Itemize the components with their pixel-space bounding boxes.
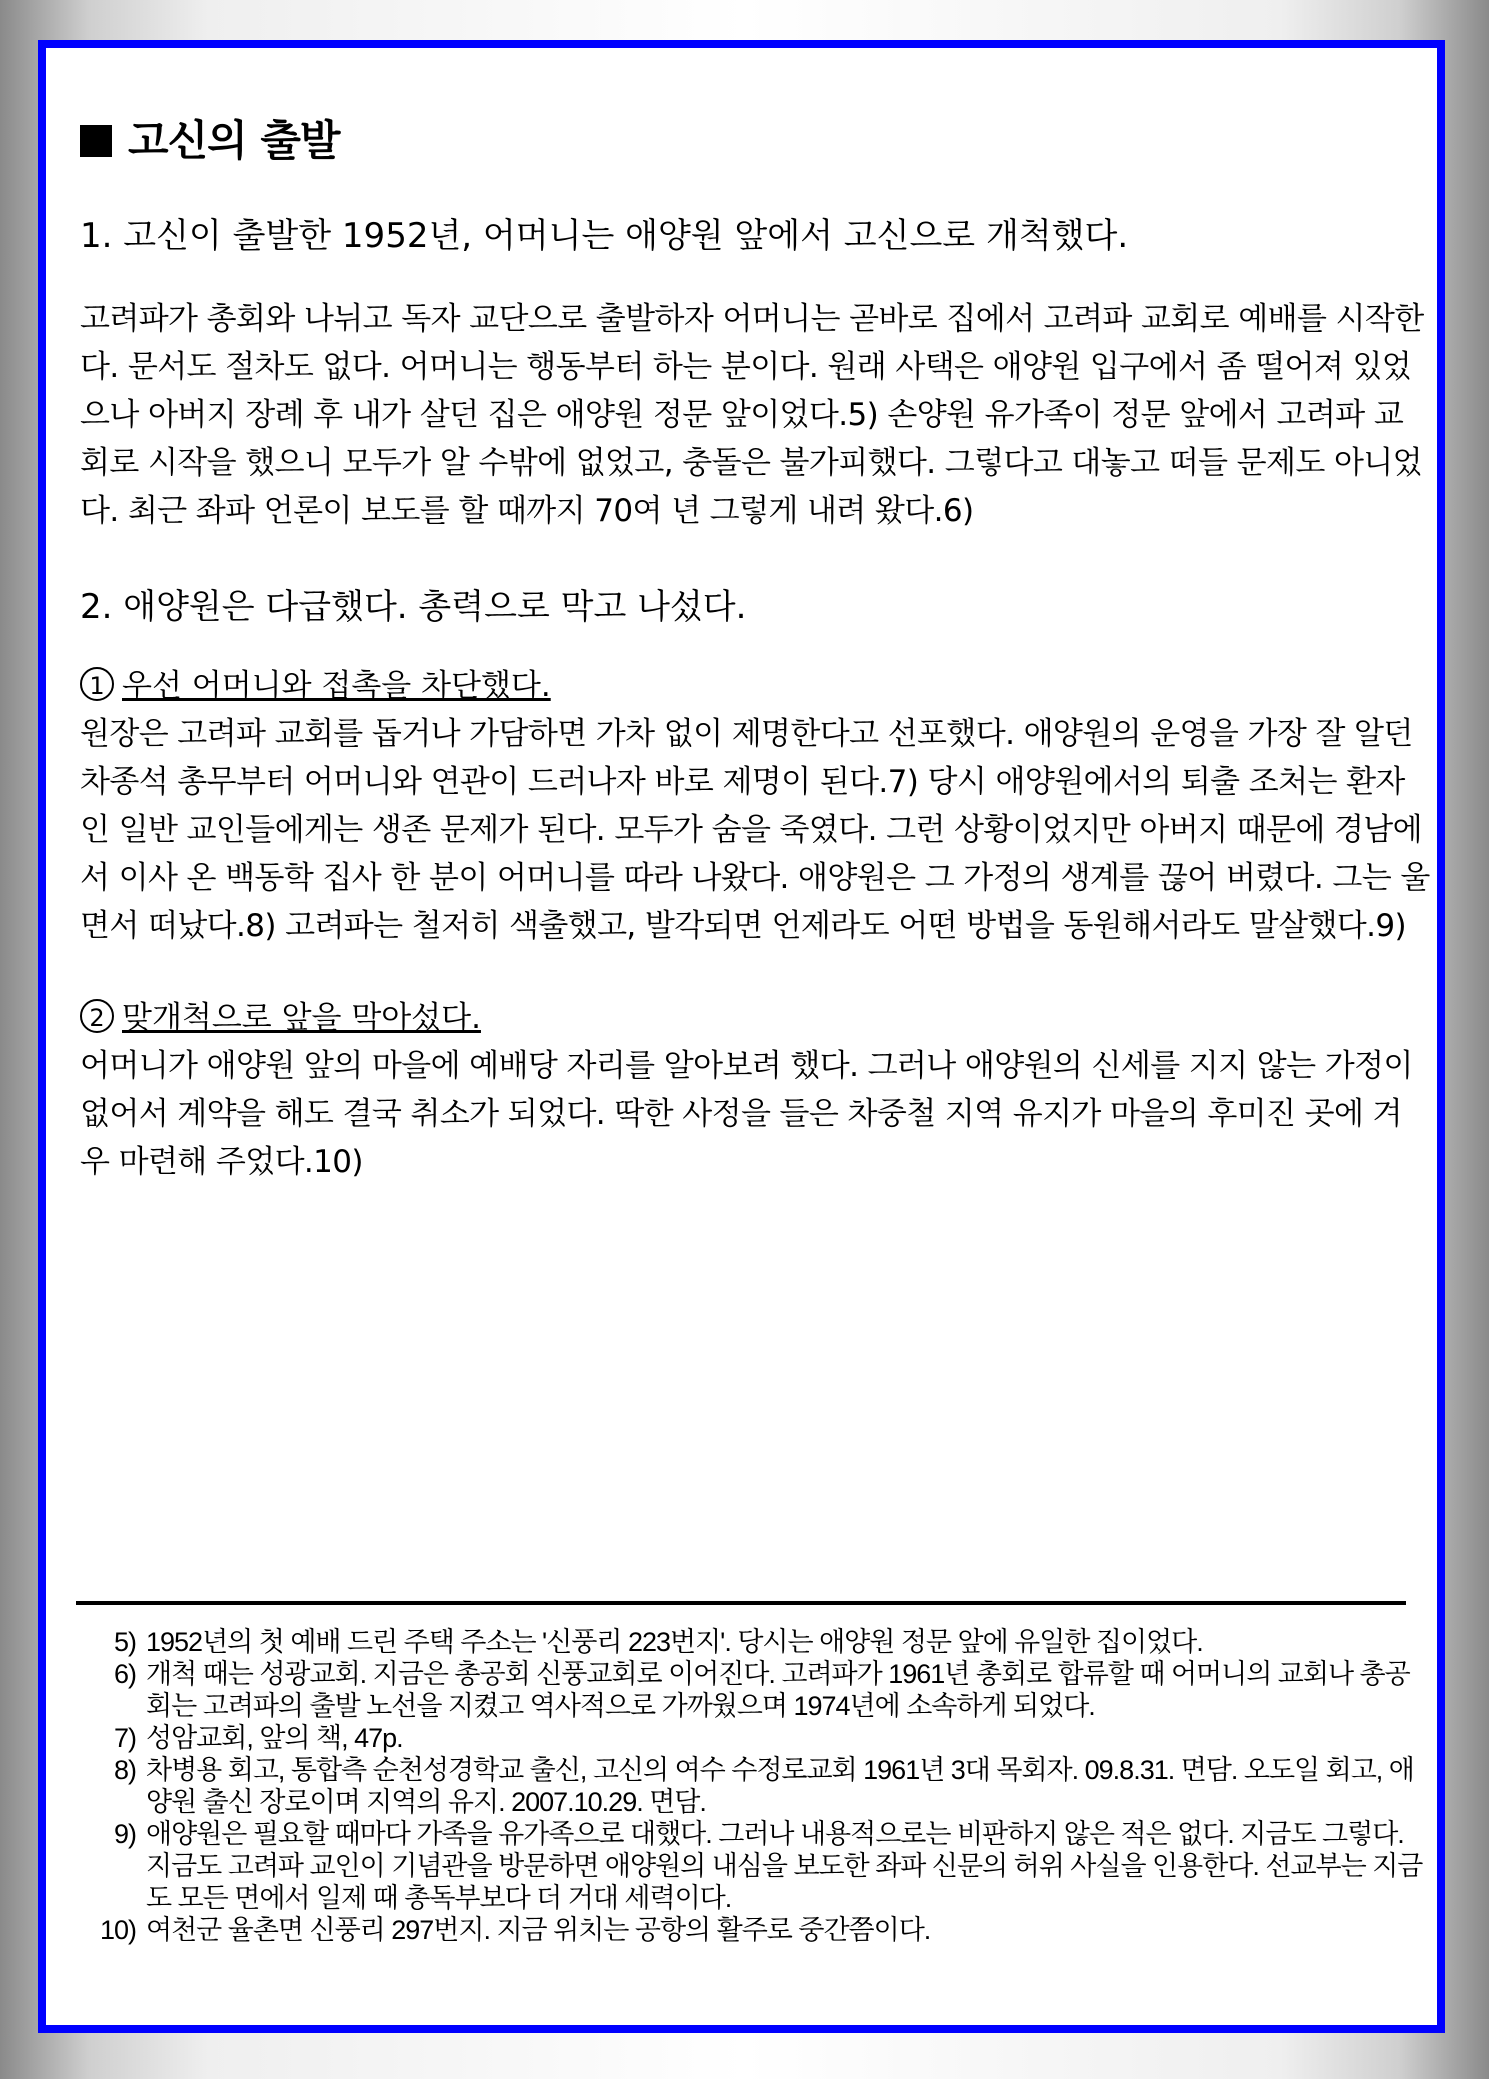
- footnote: [96, 1818, 1426, 1914]
- sub1-body: 원장은 고려파 교회를 돕거나 가담하면 가차 없이 제명한다고 선포했다. 애양원의 운영을 가장 잘 알던 차종석 총무부터 어머니와 연관이 드러나자 바로 제명이 된다.7) 당시 애양원에서의 퇴출 조처는 환자인 일반 교인들에게는 생존 문제가 된다. 모두가 숨을 죽였다. 그런 상황이었지만 아버지 때문에 경남에서 이사 온 백동학 집사 한 분이 어머니를 따라 나왔다. 애양원은 그 가정의 생계를 끊어 버렸다. 그는 울면서 떠났다.8) 고려파는 철저히 색출했고, 발각되면 언제라도 어떤 방법을 동원해서라도 말살했다.9): [80, 716, 1430, 944]
- sub2-body: 어머니가 애양원 앞의 마을에 예배당 자리를 알아보려 했다. 그러나 애양원의 신세를 지지 않는 가정이 없어서 계약을 해도 결국 취소가 되었다. 딱한 사정을 들은 차중철 지역 유지가 마을의 후미진 곳에 겨우 마련해 주었다.10): [80, 1048, 1413, 1180]
- section-title-text: 고신의 출발: [128, 116, 340, 165]
- sub2-title: 맞개척으로 앞을 막아섰다.: [122, 1000, 481, 1036]
- footnote-number: 8): [113, 1755, 136, 1785]
- item1-heading: 1. 고신이 출발한 1952년, 어머니는 애양원 앞에서 고신으로 개척했다.: [80, 216, 1129, 256]
- footnote-text: 차병용 회고, 통합측 순천성경학교 출신, 고신의 여수 수정로교회 1961년 3대 목회자. 09.8.31. 면담. 오도일 회고, 애양원 출신 장로이며 지역의 유지. 2007.10.29. 면담.: [146, 1755, 1414, 1817]
- document-page: [38, 40, 1445, 2033]
- sub2-heading: [80, 994, 1430, 1042]
- footnote-text: 애양원은 필요할 때마다 가족을 유가족으로 대했다. 그러나 내용적으로는 비판하지 않은 적은 없다. 지금도 그렇다. 지금도 고려파 교인이 기념관을 방문하면 애양원의 내심을 보도한 좌파 신문의 허위 사실을 인용한다. 선교부는 지금도 모든 면에서 일제 때 총독부보다 더 거대 세력이다.: [146, 1819, 1423, 1913]
- footnote-number: 9): [113, 1819, 136, 1849]
- footnote-text: 여천군 율촌면 신풍리 297번지. 지금 위치는 공항의 활주로 중간쯤이다.: [146, 1915, 931, 1945]
- footnote: [96, 1914, 1426, 1946]
- black-square-icon: [80, 125, 112, 157]
- footnote: [96, 1722, 1426, 1754]
- item1-body: 고려파가 총회와 나뉘고 독자 교단으로 출발하자 어머니는 곧바로 집에서 고려파 교회로 예배를 시작한다. 문서도 절차도 없다. 어머니는 행동부터 하는 분이다. 원래 사택은 애양원 입구에서 좀 떨어져 있었으나 아버지 장례 후 내가 살던 집은 애양원 정문 앞이었다.5) 손양원 유가족이 정문 앞에서 고려파 교회로 시작을 했으니 모두가 알 수밖에 없었고, 충돌은 불가피했다. 그렇다고 대놓고 떠들 문제도 아니었다. 최근 좌파 언론이 보도를 할 때까지 70여 년 그렇게 내려 왔다.6): [80, 301, 1424, 529]
- sub1-heading: [80, 662, 1430, 710]
- footnote-text: 개척 때는 성광교회. 지금은 총공회 신풍교회로 이어진다. 고려파가 1961년 총회로 합류할 때 어머니의 교회나 총공회는 고려파의 출발 노선을 지켰고 역사적으로 가까웠으며 1974년에 소속하게 되었다.: [146, 1659, 1410, 1721]
- circled-number-1: 1: [80, 667, 114, 701]
- section-title: [80, 108, 1430, 168]
- sub1-title: 우선 어머니와 접촉을 차단했다.: [122, 668, 551, 704]
- footnote-text: 1952년의 첫 예배 드린 주택 주소는 '신풍리 223번지'. 당시는 애양원 정문 앞에 유일한 집이었다.: [146, 1627, 1203, 1657]
- footnotes: [96, 1626, 1426, 1946]
- footnote-number: 10): [99, 1915, 136, 1945]
- footnote-divider: [76, 1601, 1406, 1605]
- item2-heading: 2. 애양원은 다급했다. 총력으로 막고 나섰다.: [80, 587, 747, 627]
- footnote-text: 성암교회, 앞의 책, 47p.: [146, 1723, 403, 1753]
- footnote-number: 6): [113, 1659, 136, 1689]
- footnote-number: 5): [113, 1627, 136, 1657]
- main-content: [80, 108, 1430, 1230]
- footnote: [96, 1626, 1426, 1658]
- footnote-number: 7): [113, 1723, 136, 1753]
- footnote: [96, 1658, 1426, 1722]
- footnote: [96, 1754, 1426, 1818]
- circled-number-2: 2: [80, 999, 114, 1033]
